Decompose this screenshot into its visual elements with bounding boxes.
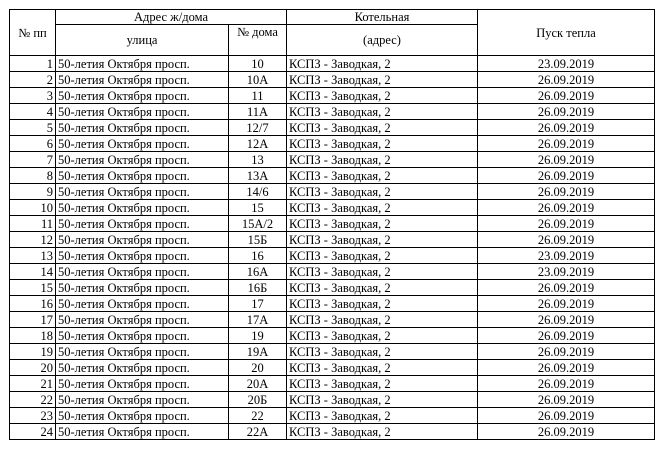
heat-start-date-cell: 26.09.2019 xyxy=(478,136,655,152)
street-cell: 50-летия Октября просп. xyxy=(56,376,229,392)
row-number: 3 xyxy=(10,88,56,104)
boiler-cell: КСПЗ - Заводкая, 2 xyxy=(287,312,478,328)
row-number: 19 xyxy=(10,344,56,360)
row-number: 1 xyxy=(10,56,56,72)
header-heat-start: Пуск тепла xyxy=(478,10,655,56)
boiler-cell: КСПЗ - Заводкая, 2 xyxy=(287,344,478,360)
heat-start-date-cell: 26.09.2019 xyxy=(478,312,655,328)
boiler-cell: КСПЗ - Заводкая, 2 xyxy=(287,56,478,72)
heat-start-date-cell: 26.09.2019 xyxy=(478,104,655,120)
boiler-cell: КСПЗ - Заводкая, 2 xyxy=(287,216,478,232)
street-cell: 50-летия Октября просп. xyxy=(56,168,229,184)
house-number-cell: 13 xyxy=(229,152,287,168)
heat-start-date-cell: 26.09.2019 xyxy=(478,120,655,136)
row-number: 24 xyxy=(10,424,56,440)
street-cell: 50-летия Октября просп. xyxy=(56,152,229,168)
house-number-cell: 10А xyxy=(229,72,287,88)
boiler-cell: КСПЗ - Заводкая, 2 xyxy=(287,248,478,264)
boiler-cell: КСПЗ - Заводкая, 2 xyxy=(287,184,478,200)
table-row xyxy=(10,56,655,72)
house-number-cell: 17А xyxy=(229,312,287,328)
boiler-cell: КСПЗ - Заводкая, 2 xyxy=(287,392,478,408)
row-number: 18 xyxy=(10,328,56,344)
street-cell: 50-летия Октября просп. xyxy=(56,184,229,200)
heat-start-date-cell: 23.09.2019 xyxy=(478,248,655,264)
heat-start-date-cell: 26.09.2019 xyxy=(478,72,655,88)
house-number-cell: 10 xyxy=(229,56,287,72)
house-number-cell: 12/7 xyxy=(229,120,287,136)
boiler-cell: КСПЗ - Заводкая, 2 xyxy=(287,104,478,120)
heat-start-date-cell: 26.09.2019 xyxy=(478,360,655,376)
street-cell: 50-летия Октября просп. xyxy=(56,408,229,424)
boiler-cell: КСПЗ - Заводкая, 2 xyxy=(287,120,478,136)
table-row xyxy=(10,104,655,120)
street-cell: 50-летия Октября просп. xyxy=(56,72,229,88)
table-row xyxy=(10,344,655,360)
street-cell: 50-летия Октября просп. xyxy=(56,88,229,104)
house-number-cell: 22А xyxy=(229,424,287,440)
heat-start-date-cell: 26.09.2019 xyxy=(478,408,655,424)
street-cell: 50-летия Октября просп. xyxy=(56,248,229,264)
table-row xyxy=(10,408,655,424)
heat-start-date-cell: 26.09.2019 xyxy=(478,184,655,200)
boiler-cell: КСПЗ - Заводкая, 2 xyxy=(287,408,478,424)
heat-start-table xyxy=(9,9,655,440)
street-cell: 50-летия Октября просп. xyxy=(56,104,229,120)
boiler-cell: КСПЗ - Заводкая, 2 xyxy=(287,376,478,392)
row-number: 6 xyxy=(10,136,56,152)
header-boiler-sub: (адрес) xyxy=(287,25,478,56)
street-cell: 50-летия Октября просп. xyxy=(56,392,229,408)
header-num: № пп xyxy=(10,10,56,56)
heat-start-date-cell: 23.09.2019 xyxy=(478,264,655,280)
row-number: 2 xyxy=(10,72,56,88)
boiler-cell: КСПЗ - Заводкая, 2 xyxy=(287,296,478,312)
house-number-cell: 19А xyxy=(229,344,287,360)
heat-start-date-cell: 26.09.2019 xyxy=(478,200,655,216)
row-number: 22 xyxy=(10,392,56,408)
street-cell: 50-летия Октября просп. xyxy=(56,424,229,440)
house-number-cell: 20 xyxy=(229,360,287,376)
table-row xyxy=(10,200,655,216)
boiler-cell: КСПЗ - Заводкая, 2 xyxy=(287,360,478,376)
table-body xyxy=(10,56,655,440)
table-row xyxy=(10,232,655,248)
house-number-cell: 11 xyxy=(229,88,287,104)
boiler-cell: КСПЗ - Заводкая, 2 xyxy=(287,152,478,168)
house-number-cell: 17 xyxy=(229,296,287,312)
header-house-num: № дома xyxy=(229,25,287,56)
heat-start-date-cell: 23.09.2019 xyxy=(478,56,655,72)
house-number-cell: 14/6 xyxy=(229,184,287,200)
row-number: 16 xyxy=(10,296,56,312)
house-number-cell: 20Б xyxy=(229,392,287,408)
street-cell: 50-летия Октября просп. xyxy=(56,312,229,328)
row-number: 10 xyxy=(10,200,56,216)
table-row xyxy=(10,264,655,280)
heat-start-date-cell: 26.09.2019 xyxy=(478,296,655,312)
heat-start-date-cell: 26.09.2019 xyxy=(478,280,655,296)
house-number-cell: 19 xyxy=(229,328,287,344)
row-number: 20 xyxy=(10,360,56,376)
row-number: 21 xyxy=(10,376,56,392)
table-row xyxy=(10,296,655,312)
table-row xyxy=(10,280,655,296)
house-number-cell: 15 xyxy=(229,200,287,216)
heat-start-date-cell: 26.09.2019 xyxy=(478,88,655,104)
header-street: улица xyxy=(56,25,229,56)
boiler-cell: КСПЗ - Заводкая, 2 xyxy=(287,136,478,152)
table-row xyxy=(10,216,655,232)
street-cell: 50-летия Октября просп. xyxy=(56,136,229,152)
table-row xyxy=(10,248,655,264)
row-number: 13 xyxy=(10,248,56,264)
street-cell: 50-летия Октября просп. xyxy=(56,200,229,216)
row-number: 7 xyxy=(10,152,56,168)
row-number: 11 xyxy=(10,216,56,232)
row-number: 12 xyxy=(10,232,56,248)
row-number: 4 xyxy=(10,104,56,120)
street-cell: 50-летия Октября просп. xyxy=(56,344,229,360)
house-number-cell: 16Б xyxy=(229,280,287,296)
table-row xyxy=(10,376,655,392)
header-address-group: Адрес ж/дома xyxy=(56,10,287,25)
heat-start-date-cell: 26.09.2019 xyxy=(478,328,655,344)
street-cell: 50-летия Октября просп. xyxy=(56,280,229,296)
row-number: 9 xyxy=(10,184,56,200)
row-number: 8 xyxy=(10,168,56,184)
table-row xyxy=(10,72,655,88)
house-number-cell: 16 xyxy=(229,248,287,264)
street-cell: 50-летия Октября просп. xyxy=(56,120,229,136)
table-row xyxy=(10,88,655,104)
table-row xyxy=(10,424,655,440)
boiler-cell: КСПЗ - Заводкая, 2 xyxy=(287,200,478,216)
house-number-cell: 13А xyxy=(229,168,287,184)
house-number-cell: 15А/2 xyxy=(229,216,287,232)
table-row xyxy=(10,328,655,344)
house-number-cell: 11А xyxy=(229,104,287,120)
heat-start-date-cell: 26.09.2019 xyxy=(478,152,655,168)
table-row xyxy=(10,360,655,376)
boiler-cell: КСПЗ - Заводкая, 2 xyxy=(287,88,478,104)
table-row xyxy=(10,152,655,168)
heat-start-date-cell: 26.09.2019 xyxy=(478,344,655,360)
table-row xyxy=(10,120,655,136)
table-row xyxy=(10,168,655,184)
heat-start-date-cell: 26.09.2019 xyxy=(478,168,655,184)
house-number-cell: 22 xyxy=(229,408,287,424)
street-cell: 50-летия Октября просп. xyxy=(56,216,229,232)
table-row xyxy=(10,136,655,152)
street-cell: 50-летия Октября просп. xyxy=(56,328,229,344)
street-cell: 50-летия Октября просп. xyxy=(56,360,229,376)
house-number-cell: 12А xyxy=(229,136,287,152)
heat-start-date-cell: 26.09.2019 xyxy=(478,392,655,408)
boiler-cell: КСПЗ - Заводкая, 2 xyxy=(287,232,478,248)
row-number: 17 xyxy=(10,312,56,328)
street-cell: 50-летия Октября просп. xyxy=(56,232,229,248)
row-number: 14 xyxy=(10,264,56,280)
heat-start-date-cell: 26.09.2019 xyxy=(478,376,655,392)
table-row xyxy=(10,312,655,328)
row-number: 5 xyxy=(10,120,56,136)
heat-start-date-cell: 26.09.2019 xyxy=(478,216,655,232)
house-number-cell: 16А xyxy=(229,264,287,280)
street-cell: 50-летия Октября просп. xyxy=(56,296,229,312)
house-number-cell: 20А xyxy=(229,376,287,392)
street-cell: 50-летия Октября просп. xyxy=(56,264,229,280)
heat-start-date-cell: 26.09.2019 xyxy=(478,232,655,248)
header-boiler-group: Котельная xyxy=(287,10,478,25)
heat-start-date-cell: 26.09.2019 xyxy=(478,424,655,440)
boiler-cell: КСПЗ - Заводкая, 2 xyxy=(287,328,478,344)
row-number: 23 xyxy=(10,408,56,424)
table-row xyxy=(10,184,655,200)
house-number-cell: 15Б xyxy=(229,232,287,248)
boiler-cell: КСПЗ - Заводкая, 2 xyxy=(287,168,478,184)
boiler-cell: КСПЗ - Заводкая, 2 xyxy=(287,264,478,280)
table-row xyxy=(10,392,655,408)
boiler-cell: КСПЗ - Заводкая, 2 xyxy=(287,72,478,88)
boiler-cell: КСПЗ - Заводкая, 2 xyxy=(287,280,478,296)
street-cell: 50-летия Октября просп. xyxy=(56,56,229,72)
row-number: 15 xyxy=(10,280,56,296)
boiler-cell: КСПЗ - Заводкая, 2 xyxy=(287,424,478,440)
